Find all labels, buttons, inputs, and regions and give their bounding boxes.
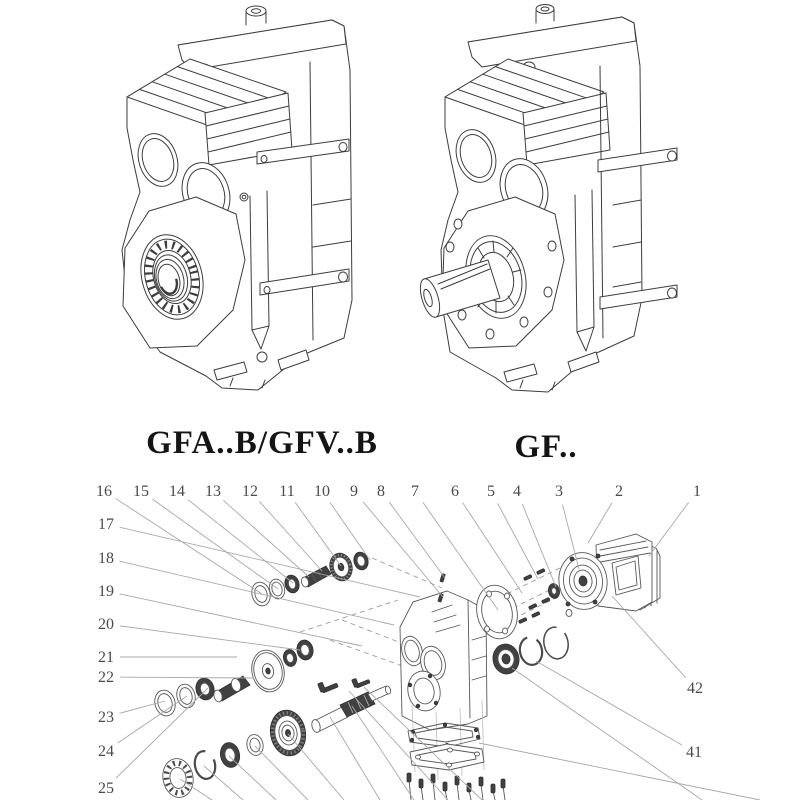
leader-line-5 <box>498 503 538 579</box>
leader-line-2 <box>588 503 612 543</box>
callout-21: 21 <box>98 649 114 666</box>
leader-line-offscreen-5 <box>288 734 344 800</box>
callout-8: 8 <box>377 483 385 500</box>
callout-24: 24 <box>98 743 114 760</box>
callout-41: 41 <box>686 744 702 761</box>
leader-line-10 <box>330 503 370 561</box>
leader-line-15 <box>152 499 278 589</box>
upper-shaft-assembly <box>249 550 370 607</box>
callout-23: 23 <box>98 709 114 726</box>
callout-1: 1 <box>693 483 701 500</box>
leader-line-42 <box>612 596 686 678</box>
callout-17: 17 <box>98 516 114 533</box>
leader-line-24 <box>118 696 187 743</box>
leader-line-4 <box>522 504 556 587</box>
leader-line-6 <box>463 503 522 593</box>
cover-bolts <box>407 773 505 800</box>
leader-line-14 <box>188 500 293 583</box>
leader-line-offscreen-7 <box>352 706 414 800</box>
callout-19: 19 <box>98 583 114 600</box>
leader-line-19 <box>120 594 362 646</box>
leader-line-13 <box>223 500 309 577</box>
callout-18: 18 <box>98 550 114 567</box>
callout-12: 12 <box>242 483 258 500</box>
leader-line-offscreen-10 <box>512 668 702 800</box>
leader-line-16 <box>116 499 262 594</box>
gearbox-left-drawing <box>122 6 352 390</box>
leader-line-offscreen-6 <box>330 717 380 800</box>
leader-line-20 <box>120 626 300 650</box>
callout-42: 42 <box>687 680 703 697</box>
callout-14: 14 <box>169 483 185 500</box>
gearbox-right-drawing <box>417 5 677 393</box>
callout-20: 20 <box>98 616 114 633</box>
motor-assembly <box>547 534 660 617</box>
callout-10: 10 <box>314 483 330 500</box>
leader-line-offscreen-11 <box>479 743 760 800</box>
callout-25: 25 <box>98 780 114 797</box>
callout-16: 16 <box>96 483 112 500</box>
callout-6: 6 <box>451 483 459 500</box>
model-label-left: GFA..B/GFV..B <box>146 425 378 461</box>
model-label-right: GF.. <box>514 429 578 465</box>
shaft-key-2 <box>352 678 370 688</box>
callout-11: 11 <box>279 483 295 500</box>
callout-5: 5 <box>487 483 495 500</box>
callout-15: 15 <box>133 483 149 500</box>
intermediate-shaft-assembly <box>152 639 315 719</box>
shaft-key <box>318 682 339 693</box>
leader-line-41 <box>536 661 682 745</box>
callout-2: 2 <box>615 483 623 500</box>
callout-22: 22 <box>98 669 114 686</box>
callout-7: 7 <box>411 483 419 500</box>
callout-13: 13 <box>205 483 221 500</box>
leader-line-22 <box>120 677 254 678</box>
leader-line-11 <box>295 502 341 566</box>
leader-line-offscreen-2 <box>204 766 243 800</box>
callout-numbers-layer <box>96 483 703 797</box>
callout-9: 9 <box>350 483 358 500</box>
leader-line-7 <box>423 503 498 611</box>
leader-line-18 <box>120 561 394 625</box>
leader-line-offscreen-4 <box>255 746 308 800</box>
callout-4: 4 <box>513 483 521 500</box>
leader-line-1 <box>649 502 689 556</box>
leader-line-9 <box>363 502 443 597</box>
callout-3: 3 <box>555 483 563 500</box>
exploded-view <box>152 534 660 800</box>
